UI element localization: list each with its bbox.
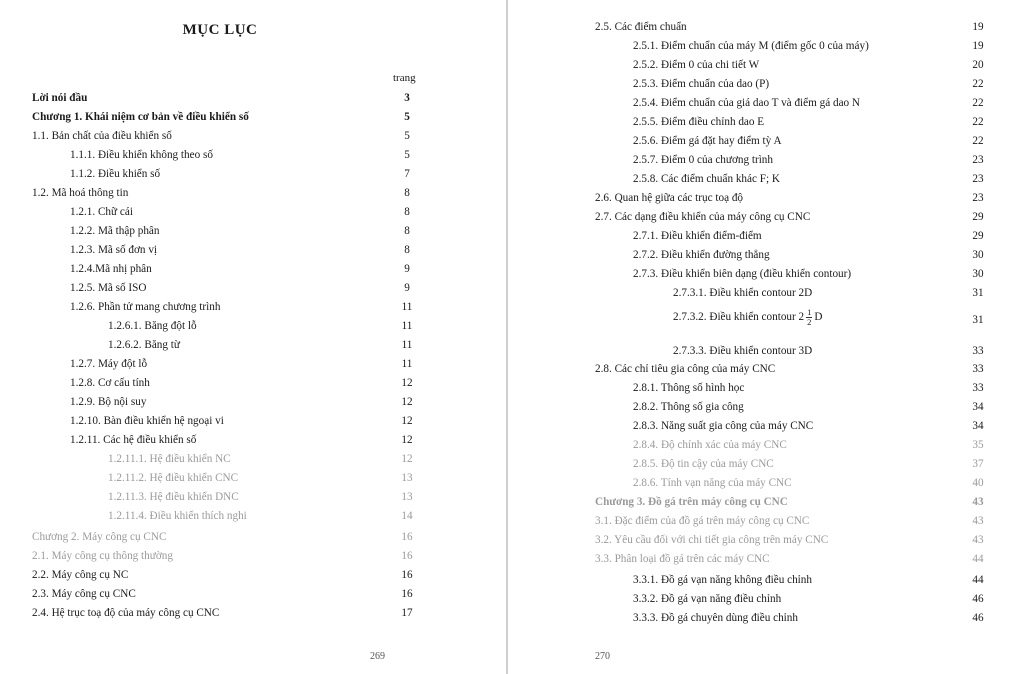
toc-entry-page: 9: [404, 263, 410, 275]
toc-entry-page: 31: [972, 287, 984, 299]
toc-entry-label: 3.2. Yêu cầu đối với chi tiết gia công trên máy CNC: [595, 534, 829, 546]
toc-entry-label: 1.2.11.3. Hệ điều khiển DNC: [108, 491, 239, 503]
toc-entry-page: 43: [972, 534, 984, 546]
toc-entry: [508, 57, 1003, 73]
toc-entry: [0, 605, 432, 621]
toc-entry-page: 34: [972, 420, 984, 432]
toc-entry-label: 2.7. Các dạng điều khiển của máy công cụ CNC: [595, 211, 811, 223]
toc-entry: [0, 548, 432, 564]
fraction-denominator: 2: [807, 317, 812, 327]
toc-entry-page: 19: [972, 21, 984, 33]
toc-entry-label: 1.2.3. Mã số đơn vị: [70, 244, 158, 256]
toc-entry-page: 33: [972, 382, 984, 394]
toc-entry-page: 22: [972, 116, 984, 128]
toc-entry-label: 2.7.3. Điều khiển biên dạng (điều khiển contour): [633, 268, 852, 280]
toc-entry-label: Chương 2. Máy công cụ CNC: [32, 531, 167, 543]
toc-entry-page: 16: [401, 531, 413, 543]
toc-entry-label: 2.5.6. Điểm gá đặt hay điểm tỳ A: [633, 135, 782, 147]
toc-entry-label: 2.3. Máy công cụ CNC: [32, 588, 136, 600]
toc-entry-page: 23: [972, 154, 984, 166]
toc-entry-page: 14: [401, 510, 413, 522]
fraction-numerator: 1: [807, 307, 812, 317]
toc-entry-page: 22: [972, 97, 984, 109]
toc-entry: [508, 247, 1003, 263]
toc-entry-page: 29: [972, 211, 984, 223]
toc-entry: [0, 90, 432, 106]
toc-entry-label: 1.2.11.4. Điều khiển thích nghi: [108, 510, 247, 522]
toc-entry-label: 1.2.1. Chữ cái: [70, 206, 133, 218]
toc-entry: [508, 399, 1003, 415]
toc-entry-label: 3.3. Phân loại đồ gá trên các máy CNC: [595, 553, 770, 565]
toc-entry-page: 30: [972, 268, 984, 280]
toc-entry-label: 2.5.4. Điểm chuẩn của giá dao T và điểm gá dao N: [633, 97, 860, 109]
toc-entry-label: 2.2. Máy công cụ NC: [32, 569, 129, 581]
toc-entry: [508, 591, 1003, 607]
toc-entry: [0, 529, 432, 545]
toc-entry: [508, 171, 1003, 187]
toc-entry-label: 1.2.6. Phần tử mang chương trình: [70, 301, 221, 313]
toc-entry-label: 1.1.2. Điều khiển số: [70, 168, 161, 180]
toc-entry-label: 2.5. Các điểm chuẩn: [595, 21, 687, 33]
toc-entry: [508, 551, 1003, 567]
toc-entry-label: 2.5.3. Điểm chuẩn của dao (P): [633, 78, 770, 90]
toc-entry-label: 1.2.4.Mã nhị phân: [70, 263, 152, 275]
toc-entry: [508, 95, 1003, 111]
toc-entry-label: 1.2.11.2. Hệ điều khiển CNC: [108, 472, 239, 484]
toc-entry-label: 1.2.10. Bàn điều khiển hệ ngoại vi: [70, 415, 224, 427]
toc-entry-page: 12: [401, 434, 413, 446]
page-number: 269: [370, 651, 385, 662]
toc-entry-page: 11: [401, 358, 413, 370]
toc-entry: [508, 532, 1003, 548]
toc-entry-label: 2.1. Máy công cụ thông thường: [32, 550, 173, 562]
toc-entry-page: 12: [401, 415, 413, 427]
toc-entry: [0, 586, 432, 602]
toc-entry-label: 2.8.6. Tính vạn năng của máy CNC: [633, 477, 792, 489]
toc-entry-page: 8: [404, 187, 410, 199]
toc-entry: [0, 166, 432, 182]
toc-entry: [0, 147, 432, 163]
toc-entry-label: 2.8.3. Năng suất gia công của máy CNC: [633, 420, 814, 432]
toc-entry-label: 2.5.1. Điểm chuẩn của máy M (điểm gốc 0 của máy): [633, 40, 869, 52]
toc-entry-page: 29: [972, 230, 984, 242]
toc-entry-page: 43: [972, 515, 984, 527]
toc-entry-label: 2.8.2. Thông số gia công: [633, 401, 744, 413]
toc-entry-page: 9: [404, 282, 410, 294]
toc-entry: [508, 228, 1003, 244]
toc-entry: [508, 343, 1003, 359]
page-number: 270: [595, 651, 610, 662]
toc-entry-page: 11: [401, 320, 413, 332]
toc-entry-label: 2.5.8. Các điểm chuẩn khác F; K: [633, 173, 780, 185]
toc-entry: [0, 299, 432, 315]
toc-entry: [508, 437, 1003, 453]
toc-entry-label: Lời nói đầu: [32, 92, 88, 104]
toc-entry: [0, 185, 432, 201]
toc-entry: [508, 190, 1003, 206]
toc-entry-label: 2.5.5. Điểm điều chỉnh dao E: [633, 116, 765, 128]
toc-entry-page: 23: [972, 173, 984, 185]
toc-entry-page: 23: [972, 192, 984, 204]
toc-entry-page: 5: [404, 130, 410, 142]
toc-entry-page: 34: [972, 401, 984, 413]
toc-entry-label: 1.2. Mã hoá thông tin: [32, 187, 129, 199]
toc-entry-label: 1.2.8. Cơ cấu tính: [70, 377, 150, 389]
toc-entry-label-text: 2.7.3.2. Điều khiển contour 2: [673, 311, 805, 324]
toc-entry: [508, 456, 1003, 472]
toc-entry-label: 2.4. Hệ trục toạ độ của máy công cụ CNC: [32, 607, 220, 619]
toc-entry-page: 8: [404, 225, 410, 237]
toc-entry: [508, 285, 1003, 301]
toc-entry-label: 1.1. Bản chất của điều khiển số: [32, 130, 172, 142]
toc-entry: [0, 318, 432, 334]
toc-entry-page: 17: [401, 607, 413, 619]
toc-entry-label: 1.2.11. Các hệ điều khiển số: [70, 434, 197, 446]
toc-entry-page: 13: [401, 472, 413, 484]
toc-entry: [508, 152, 1003, 168]
toc-entry-label: 1.2.7. Máy đột lỗ: [70, 358, 148, 370]
toc-entry-label: 2.5.2. Điểm 0 của chi tiết W: [633, 59, 760, 71]
toc-entry-label: 2.5.7. Điểm 0 của chương trình: [633, 154, 773, 166]
toc-entry-page: 12: [401, 396, 413, 408]
toc-entry: [0, 489, 432, 505]
toc-entry: [508, 266, 1003, 282]
toc-entry-page: 16: [401, 550, 413, 562]
toc-entry: [508, 475, 1003, 491]
toc-entry: [0, 394, 432, 410]
toc-entry: [0, 223, 432, 239]
toc-entry: [0, 337, 432, 353]
toc-entry-label: 3.3.2. Đồ gá vạn năng điều chỉnh: [633, 593, 782, 605]
toc-page-right: [508, 0, 1024, 674]
toc-entry-label: 3.3.1. Đồ gá vạn năng không điều chỉnh: [633, 574, 812, 586]
toc-entry: [508, 38, 1003, 54]
toc-entry: [508, 361, 1003, 377]
toc-entry-page: 33: [972, 345, 984, 357]
page-column-header: trang: [393, 72, 416, 84]
toc-page-left: [0, 0, 506, 674]
toc-entry-label: 3.1. Đặc điểm của đồ gá trên máy công cụ CNC: [595, 515, 810, 527]
toc-entry: [0, 356, 432, 372]
toc-entry-page: 31: [972, 314, 984, 326]
toc-entry-label: 1.1.1. Điều khiển không theo số: [70, 149, 213, 161]
toc-entry-label: 1.2.6.2. Băng từ: [108, 339, 180, 351]
toc-entry: [508, 114, 1003, 130]
toc-entry-page: 12: [401, 377, 413, 389]
fraction: [806, 308, 812, 327]
toc-entry-label: 1.2.5. Mã số ISO: [70, 282, 147, 294]
toc-entry-page: 8: [404, 206, 410, 218]
toc-entry-label: 1.2.2. Mã thập phân: [70, 225, 160, 237]
toc-entry-page: 22: [972, 135, 984, 147]
toc-entry-label: Chương 1. Khái niệm cơ bản về điều khiển số: [32, 111, 249, 123]
toc-entry-label: 2.8.1. Thông số hình học: [633, 382, 745, 394]
toc-entry-page: 20: [972, 59, 984, 71]
toc-entry-page: 5: [404, 149, 410, 161]
toc-entry-page: 35: [972, 439, 984, 451]
toc-entry-label: 2.8.4. Độ chính xác của máy CNC: [633, 439, 787, 451]
toc-entry: [0, 375, 432, 391]
toc-entry-page: 44: [972, 553, 984, 565]
toc-entry: [0, 109, 432, 125]
toc-entry-label: 2.7.3.3. Điều khiển contour 3D: [673, 345, 813, 357]
toc-entry-page: 13: [401, 491, 413, 503]
toc-entry-label: 1.2.11.1. Hệ điều khiển NC: [108, 453, 231, 465]
toc-entry: [508, 209, 1003, 225]
toc-entry-page: 3: [404, 92, 410, 104]
toc-entry: [0, 567, 432, 583]
toc-entry-page: 11: [401, 339, 413, 351]
toc-entry-page: 8: [404, 244, 410, 256]
toc-entry: [508, 76, 1003, 92]
toc-entry: [0, 128, 432, 144]
toc-entry-label: 1.2.9. Bộ nội suy: [70, 396, 147, 408]
toc-entry-page: 46: [972, 612, 984, 624]
toc-entry-page: 43: [972, 496, 984, 508]
toc-entry: [508, 19, 1003, 35]
toc-entry: [508, 494, 1003, 510]
toc-entry-page: 22: [972, 78, 984, 90]
toc-entry: [508, 418, 1003, 434]
toc-entry-label: 2.7.1. Điều khiển điểm-điểm: [633, 230, 762, 242]
toc-entry-page: 7: [404, 168, 410, 180]
toc-entry-page: 19: [972, 40, 984, 52]
toc-entry: [0, 204, 432, 220]
toc-entry-page: 11: [401, 301, 413, 313]
toc-entry-page: 40: [972, 477, 984, 489]
toc-entry: [0, 242, 432, 258]
toc-entry-label: [673, 308, 822, 327]
toc-entry-page: 44: [972, 574, 984, 586]
toc-entry-label-suffix: D: [814, 311, 823, 324]
toc-entry-page: 33: [972, 363, 984, 375]
toc-entry: [0, 451, 432, 467]
toc-entry: [508, 133, 1003, 149]
toc-entry-page: 37: [972, 458, 984, 470]
toc-entry-page: 16: [401, 588, 413, 600]
toc-entry-label: 2.7.3.1. Điều khiển contour 2D: [673, 287, 813, 299]
toc-entry: [0, 413, 432, 429]
toc-entry: [0, 261, 432, 277]
toc-entry-label: 2.6. Quan hệ giữa các trục toạ độ: [595, 192, 744, 204]
toc-entry-label: 2.7.2. Điều khiển đường thẳng: [633, 249, 770, 261]
toc-entry-label: 1.2.6.1. Băng đột lỗ: [108, 320, 197, 332]
toc-entry: [508, 572, 1003, 588]
toc-entry: [0, 280, 432, 296]
toc-entry-page: 12: [401, 453, 413, 465]
toc-entry-page: 30: [972, 249, 984, 261]
toc-entry-label: 2.8. Các chỉ tiêu gia công của máy CNC: [595, 363, 776, 375]
toc-entry-page: 46: [972, 593, 984, 605]
toc-entry-page: 16: [401, 569, 413, 581]
toc-title: MỤC LỤC: [182, 22, 258, 38]
toc-entry: [0, 508, 432, 524]
toc-entry-label: 2.8.5. Độ tin cậy của máy CNC: [633, 458, 774, 470]
toc-entry-label: Chương 3. Đồ gá trên máy công cụ CNC: [595, 496, 788, 508]
toc-entry: [508, 380, 1003, 396]
toc-entry: [508, 513, 1003, 529]
toc-entry: [0, 470, 432, 486]
toc-entry-page: 5: [404, 111, 410, 123]
toc-entry: [508, 307, 1003, 328]
toc-entry: [0, 432, 432, 448]
toc-entry: [508, 610, 1003, 626]
toc-entry-label: 3.3.3. Đồ gá chuyên dùng điều chỉnh: [633, 612, 798, 624]
